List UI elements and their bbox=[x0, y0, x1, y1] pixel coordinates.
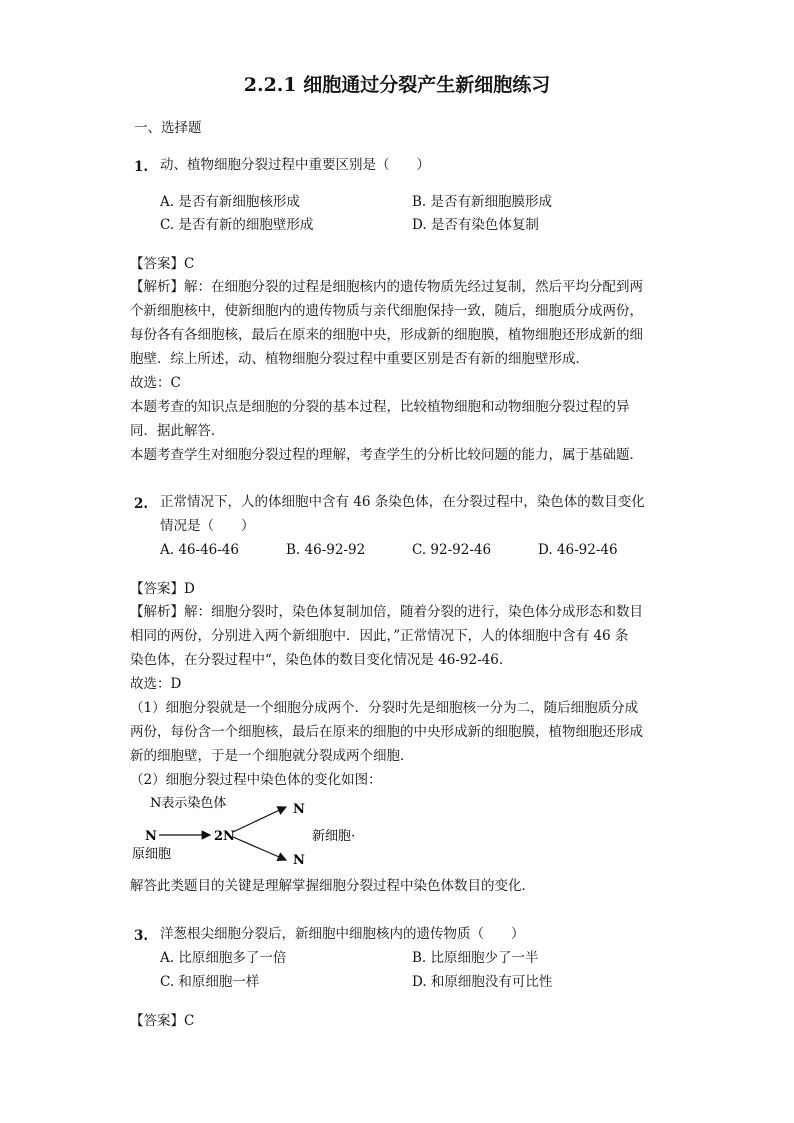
q3-answer-value: C bbox=[184, 1013, 195, 1029]
q2-option-d: D. 46-92-46 bbox=[538, 542, 618, 558]
q3-answer bbox=[130, 1012, 194, 1030]
q2-answer bbox=[130, 580, 195, 598]
q1-note-3: 本题考查学生对细胞分裂过程的理解，考查学生的分析比较问题的能力，属于基础题． bbox=[130, 447, 643, 463]
chromosome-change-diagram bbox=[128, 794, 368, 870]
q2-note-1: （1）细胞分裂就是一个细胞分成两个．分裂时先是细胞核一分为二，随后细胞质分成 bbox=[130, 700, 639, 716]
q1-answer-value: C bbox=[184, 256, 195, 272]
q1-number: 1. bbox=[134, 159, 149, 175]
q2-answer-value: D bbox=[184, 581, 195, 597]
diagram-origin-label: 原细胞 bbox=[132, 847, 172, 862]
q2-option-c: C. 92-92-46 bbox=[412, 542, 492, 558]
q2-stem-line-1: 正常情况下，人的体细胞中含有 46 条染色体，在分裂过程中，染色体的数目变化 bbox=[160, 494, 645, 510]
q1-note-2: 同．据此解答． bbox=[130, 423, 225, 439]
q2-analysis-text: 解：细胞分裂时，染色体复制加倍，随着分裂的进行，染色体分成形态和数目 bbox=[184, 604, 643, 620]
q2-analysis-line-1 bbox=[130, 603, 643, 621]
q1-answer bbox=[130, 255, 194, 273]
q1-stem: 动、植物细胞分裂过程中重要区别是（ ） bbox=[160, 157, 430, 173]
answer-label: 【答案】 bbox=[130, 256, 184, 272]
diagram-label-top: N表示染色体 bbox=[150, 796, 227, 811]
q2-option-b: B. 46-92-92 bbox=[286, 542, 366, 558]
q1-analysis-line-3: 每份各有各细胞核，最后在原来的细胞中央，形成新的细胞膜，植物细胞还形成新的细 bbox=[130, 327, 643, 343]
q2-option-a: A. 46-46-46 bbox=[160, 542, 239, 558]
diagram-end-n-top: N bbox=[293, 802, 305, 817]
q1-analysis-line-4: 胞壁．综上所述，动、植物细胞分裂过程中重要区别是否有新的细胞壁形成． bbox=[130, 351, 589, 367]
q1-note-1: 本题考查的知识点是细胞的分裂的基本过程，比较植物细胞和动物细胞分裂过程的异 bbox=[130, 399, 630, 415]
diagram-arrow-down bbox=[233, 837, 286, 860]
analysis-label: 【解析】 bbox=[130, 604, 184, 620]
q2-note-3: 新的细胞壁，于是一个细胞就分裂成两个细胞． bbox=[130, 748, 414, 764]
q3-stem: 洋葱根尖细胞分裂后，新细胞中细胞核内的遗传物质（ ） bbox=[160, 926, 525, 942]
answer-label: 【答案】 bbox=[130, 1013, 184, 1029]
q1-option-c: C. 是否有新的细胞壁形成 bbox=[160, 217, 314, 233]
diagram-middle-2n: 2N bbox=[214, 829, 235, 844]
q2-choose: 故选：D bbox=[130, 676, 182, 692]
diagram-arrow-up bbox=[233, 807, 286, 832]
q1-analysis-text: 解：在细胞分裂的过程是细胞核内的遗传物质先经过复制，然后平均分配到两 bbox=[184, 279, 643, 295]
q1-option-b: B. 是否有新细胞膜形成 bbox=[412, 194, 553, 210]
analysis-label: 【解析】 bbox=[130, 279, 184, 295]
page-title: 2.2.1 细胞通过分裂产生新细胞练习 bbox=[243, 74, 551, 96]
diagram-end-n-bottom: N bbox=[293, 853, 305, 868]
q2-analysis-line-3: 染色体，在分裂过程中“，染色体的数目变化情况是 46-92-46． bbox=[130, 652, 513, 668]
q1-analysis-line-1 bbox=[130, 278, 643, 296]
q2-stem-line-2: 情况是（ ） bbox=[160, 518, 255, 534]
q1-choose: 故选：C bbox=[130, 375, 181, 391]
q2-analysis-line-2: 相同的两份，分别进入两个新细胞中．因此，”正常情况下，人的体细胞中含有 46 条 bbox=[130, 628, 629, 644]
q2-number: 2. bbox=[134, 496, 149, 512]
q1-option-d: D. 是否有染色体复制 bbox=[412, 217, 539, 233]
q3-option-c: C. 和原细胞一样 bbox=[160, 974, 260, 990]
diagram-new-cell-label: 新细胞· bbox=[312, 829, 356, 844]
q2-note-4: （2）细胞分裂过程中染色体的变化如图： bbox=[130, 772, 382, 788]
section-heading: 一、选择题 bbox=[134, 120, 202, 136]
q2-note-2: 两份，每份含一个细胞核，最后在原来的细胞的中央形成新的细胞膜，植物细胞还形成 bbox=[130, 724, 643, 740]
q2-summary: 解答此类题目的关键是理解掌握细胞分裂过程中染色体数目的变化． bbox=[130, 878, 535, 894]
q3-option-a: A. 比原细胞多了一倍 bbox=[160, 950, 287, 966]
q3-option-b: B. 比原细胞少了一半 bbox=[412, 950, 539, 966]
q3-number: 3. bbox=[134, 928, 149, 944]
diagram-start-n: N bbox=[145, 829, 157, 844]
q1-option-a: A. 是否有新细胞核形成 bbox=[160, 194, 300, 210]
q1-analysis-line-2: 个新细胞核中，使新细胞内的遗传物质与亲代细胞保持一致，随后，细胞质分成两份， bbox=[130, 303, 643, 319]
q3-option-d: D. 和原细胞没有可比性 bbox=[412, 974, 553, 990]
answer-label: 【答案】 bbox=[130, 581, 184, 597]
